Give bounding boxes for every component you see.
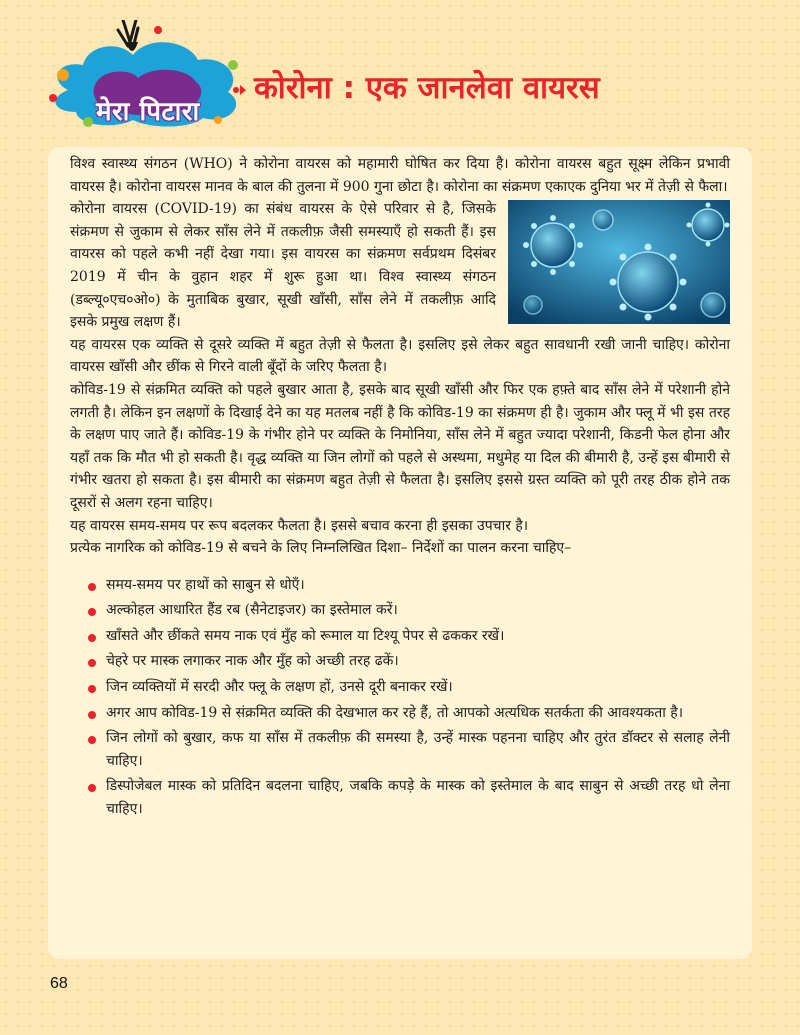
paragraph: कोरोना वायरस (COVID-19) का संबंध वायरस के ऐसे परिवार से है, जिसके संक्रमण से जुकाम से लेकर साँस लेने में तकलीफ़ जैसी समस्याएँ हो सकती हैं। इस वायरस को पहले कभी नहीं देखा गया। इस वायरस का संक्रमण सर्वप्रथम दिसंबर 2019 में चीन के वुहान शहर में शुरू हुआ था। विश्व स्वास्थ्य संगठन (डब्ल्यू०एच०ओ०) के मुताबिक बुखार, सूखी खाँसी, साँस लेने में तकलीफ़ आदि इसके प्रमुख लक्षण हैं। [70, 201, 496, 331]
title-arrow-icon [232, 83, 246, 97]
list-item: अगर आप कोविड-19 से संक्रमित व्यक्ति की देखभाल कर रहे हैं, तो आपको अत्यधिक सतर्कता की आवश्यकता है। [90, 702, 730, 725]
list-item: जिन लोगों को बुखार, कफ या साँस में तकलीफ़ की समस्या है, उन्हें मास्क पहनना चाहिए और तुरंत डॉक्टर से सलाह लेनी चाहिए। [90, 727, 730, 772]
paragraph: कोविड-19 से संक्रमित व्यक्ति को पहले बुखार आता है, इसके बाद सूखी खाँसी और फिर एक हफ़्ते बाद साँस लेने में परेशानी होने लगती है। लेकिन इन लक्षणों के दिखाई देने का यह मतलब नहीं है कि कोविड-19 का संक्रमण ही है। जुकाम और फ्लू में भी इस तरह के लक्षण पाए जाते हैं। कोविड-19 के गंभीर होने पर व्यक्ति के निमोनिया, साँस लेने में बहुत ज्यादा परेशानी, किडनी फेल होना और यहाँ तक कि मौत भी हो सकती है। वृद्ध व्यक्ति या जिन लोगों को पहले से अस्थमा, मधुमेह या दिल की बीमारी है, उन्हें इस बीमारी से गंभीर खतरा हो सकता है। इस बीमारी का संक्रमण बहुत तेज़ी से फैलता है। इसलिए इससे ग्रस्त व्यक्ति को पूरी तरह ठीक होने तक दूसरों से अलग रहना चाहिए। [70, 381, 730, 511]
paragraph: यह वायरस एक व्यक्ति से दूसरे व्यक्ति में बहुत तेज़ी से फैलता है। इसलिए इसे लेकर बहुत सावधानी रखी जानी चाहिए। कोरोना वायरस खाँसी और छींक से गिरने वाली बूँदों के जरिए फैलता है। [70, 336, 730, 376]
coronavirus-image [508, 200, 730, 324]
paragraph: प्रत्येक नागरिक को कोविड-19 से बचने के लिए निम्नलिखित दिशा– निर्देशों का पालन करना चाहिए– [70, 540, 572, 557]
list-item: खाँसते और छींकते समय नाक एवं मुँह को रूमाल या टिश्यू पेपर से ढककर रखें। [90, 625, 730, 648]
mera-pitara-badge [38, 20, 248, 130]
paragraph: विश्व स्वास्थ्य संगठन (WHO) ने कोरोना वायरस को महामारी घोषित कर दिया है। कोरोना वायरस बहुत सूक्ष्म लेकिन प्रभावी वायरस है। कोरोना वायरस मानव के बाल की तुलना में 900 गुना छोटा है। कोरोना का संक्रमण एकाएक दुनिया भर में तेज़ी से फैला। [70, 156, 730, 195]
list-item: डिस्पोजेबल मास्क को प्रतिदिन बदलना चाहिए, जबकि कपड़े के मास्क को इस्तेमाल के बाद साबुन से अच्छी तरह धो लेना चाहिए। [90, 775, 730, 820]
article-body [70, 153, 730, 824]
coronavirus-illustration-icon [508, 200, 730, 324]
paragraph: यह वायरस समय-समय पर रूप बदलकर फैलता है। इससे बचाव करना ही इसका उपचार है। [70, 517, 529, 534]
guidelines-list [70, 574, 730, 821]
list-item: समय-समय पर हाथों को साबुन से धोएँ। [90, 574, 730, 597]
list-item: अल्कोहल आधारित हैंड रब (सैनेटाइजर) का इस्तेमाल करें। [90, 599, 730, 622]
page-title: कोरोना : एक जानलेवा वायरस [254, 70, 600, 106]
page-number: 68 [50, 975, 68, 992]
list-item: जिन व्यक्तियों में सरदी और फ्लू के लक्षण हों, उनसे दूरी बनाकर रखें। [90, 676, 730, 699]
list-item: चेहरे पर मास्क लगाकर नाक और मुँह को अच्छी तरह ढकें। [90, 650, 730, 673]
badge-label: मेरा पिटारा [96, 97, 200, 127]
